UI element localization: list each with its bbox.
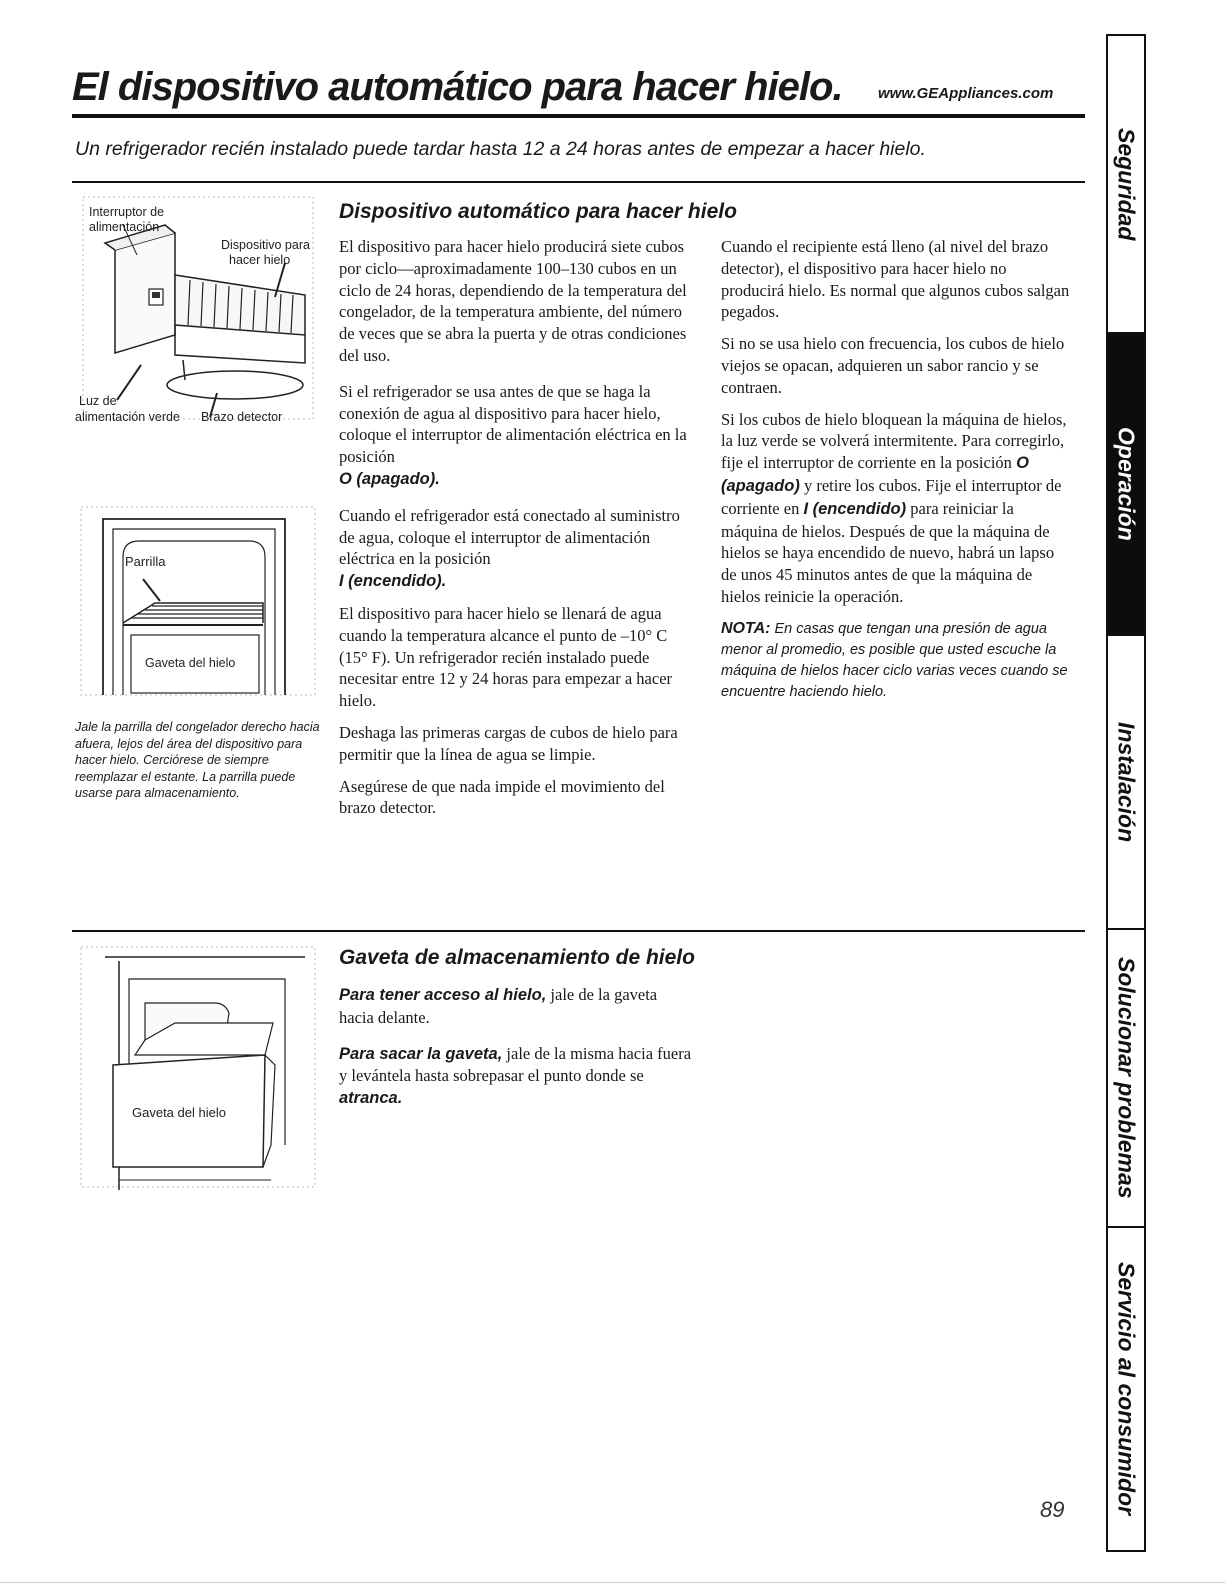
tab-instalacion[interactable] (1108, 636, 1144, 928)
section1-column1 (339, 236, 689, 829)
website-url: www.GEAppliances.com (878, 85, 1054, 102)
instruction-label: Para sacar la gaveta, (339, 1044, 503, 1063)
paragraph-text: Si el refrigerador se usa antes de que se haga la conexión de agua al dispositivo para hacer hielo, coloque el interruptor de alimentación eléctrica en la posición (339, 381, 687, 467)
paragraph (339, 984, 694, 1029)
paragraph: Asegúrese de que nada impide el movimiento del brazo detector. (339, 776, 665, 818)
section2-column (339, 984, 694, 1120)
note-label: NOTA: (721, 619, 771, 637)
emphasis-word: atranca. (339, 1089, 403, 1108)
tab-label: Operación (1113, 427, 1140, 541)
paragraph: El dispositivo para hacer hielo producirá siete cubos por ciclo—aproximadamente 100–130 cubos en un ciclo de 24 horas, dependiendo de la temperatura del congelador, de la temperatura ambiente, del número de veces que se abra la puerta y de otras condiciones del uso. (339, 237, 687, 365)
paragraph-text: Cuando el refrigerador está conectado al suministro de agua, coloque el interruptor de alimentación eléctrica en la posición (339, 505, 680, 569)
paragraph-text: Si los cubos de hielo bloquean la máquina de hielos, la luz verde se volverá intermitente. Para corregirlo, fije el interruptor de corriente en la posición (721, 409, 1067, 473)
note-text: En casas que tengan una presión de agua menor al promedio, es posible que usted escuche la máquina de hielos hacer ciclo varias veces cuando se encuentre haciendo hielo. (721, 620, 1068, 700)
paragraph: El dispositivo para hacer hielo se llenará de agua cuando la temperatura alcance el punto de –10° C (15° F). Un refrigerador recién instalado puede necesitar entre 12 y 24 horas para empezar a hacer hielo. (339, 603, 673, 711)
paragraph-text: para reiniciar la máquina de hielos. Después de que la máquina de hielos se haya encendido de nuevo, habrá un lapso de unos 45 minutos antes de que la máquina de hielos reinicie la operación. (721, 498, 1055, 606)
label-green-light: Luz de (79, 394, 117, 408)
tab-seguridad[interactable] (1108, 36, 1144, 332)
page-edge (0, 1582, 1225, 1583)
paragraph (721, 409, 1073, 608)
position-off: O (apagado). (339, 469, 440, 488)
position-on: I (encendido) (803, 499, 907, 518)
position-on: I (encendido). (339, 572, 447, 591)
label-power-switch-line2: alimentación (89, 220, 160, 234)
paragraph-text: jale de la gaveta hacia delante. (339, 985, 658, 1027)
icemaker-figure (75, 195, 320, 430)
position-off: O (apagado) (721, 454, 1029, 495)
page-number: 89 (1040, 1497, 1065, 1522)
label-icemaker: Dispositivo para (221, 238, 310, 252)
paragraph (339, 381, 689, 491)
paragraph: Deshaga las primeras cargas de cubos de hielo para permitir que la línea de agua se limpie. (339, 722, 678, 764)
section-divider-middle (72, 930, 1085, 932)
note (721, 618, 1073, 703)
instruction-label: Para tener acceso al hielo, (339, 986, 547, 1004)
page-title: El dispositivo automático para hacer hielo. (72, 65, 843, 109)
paragraph (339, 1043, 694, 1110)
section-heading-ice-bin: Gaveta de almacenamiento de hielo (339, 946, 695, 969)
paragraph-text: y retire los cubos. Fije el interruptor de corriente en (721, 475, 1062, 518)
section-heading-icemaker: Dispositivo automático para hacer hielo (339, 200, 737, 223)
tab-label: Solucionar problemas (1113, 957, 1140, 1199)
label-ice-bin: Gaveta del hielo (132, 1105, 226, 1120)
tab-servicio-al-consumidor[interactable] (1108, 1228, 1144, 1550)
paragraph: Si no se usa hielo con frecuencia, los cubos de hielo viejos se opacan, adquieren un sabor rancio y se contraen. (721, 334, 1065, 397)
title-divider (72, 114, 1085, 118)
paragraph (339, 505, 689, 593)
shelf-caption: Jale la parrilla del congelador derecho hacia afuera, lejos del área del dispositivo para hacer hielo. Cerciórese de siempre reemplazar el estante. La parrilla puede usarse para almacenamiento. (75, 720, 320, 800)
tab-operacion[interactable] (1108, 334, 1144, 634)
label-shelf: Parrilla (125, 554, 166, 569)
section-divider-top (72, 181, 1085, 183)
label-ice-bin: Gaveta del hielo (145, 656, 236, 670)
side-navigation (1106, 34, 1146, 1552)
shelf-figure (75, 505, 320, 697)
paragraph-text: jale de la misma hacia fuera y levántela hasta sobrepasar el punto donde se (339, 1043, 692, 1086)
tab-solucionar-problemas[interactable] (1108, 930, 1144, 1226)
label-green-light-line2: alimentación verde (75, 410, 180, 424)
label-power-switch: Interruptor de (89, 205, 165, 219)
label-feeler-arm: Brazo detector (201, 410, 283, 424)
tab-label: Seguridad (1113, 127, 1140, 241)
section1-column2 (721, 236, 1073, 713)
paragraph: Cuando el recipiente está lleno (al nivel del brazo detector), el dispositivo para hacer hielo no producirá hielo. Es normal que algunos cubos salgan pegados. (721, 237, 1070, 322)
tab-label: Servicio al consumidor (1113, 1262, 1140, 1516)
ice-bin-illustration (75, 945, 320, 1190)
tab-label: Instalación (1113, 721, 1140, 843)
label-icemaker-line2: hacer hielo (229, 253, 291, 267)
page-subtitle: Un refrigerador recién instalado puede tardar hasta 12 a 24 horas antes de empezar a hacer hielo. (75, 138, 926, 160)
ice-bin-figure (75, 945, 320, 1190)
